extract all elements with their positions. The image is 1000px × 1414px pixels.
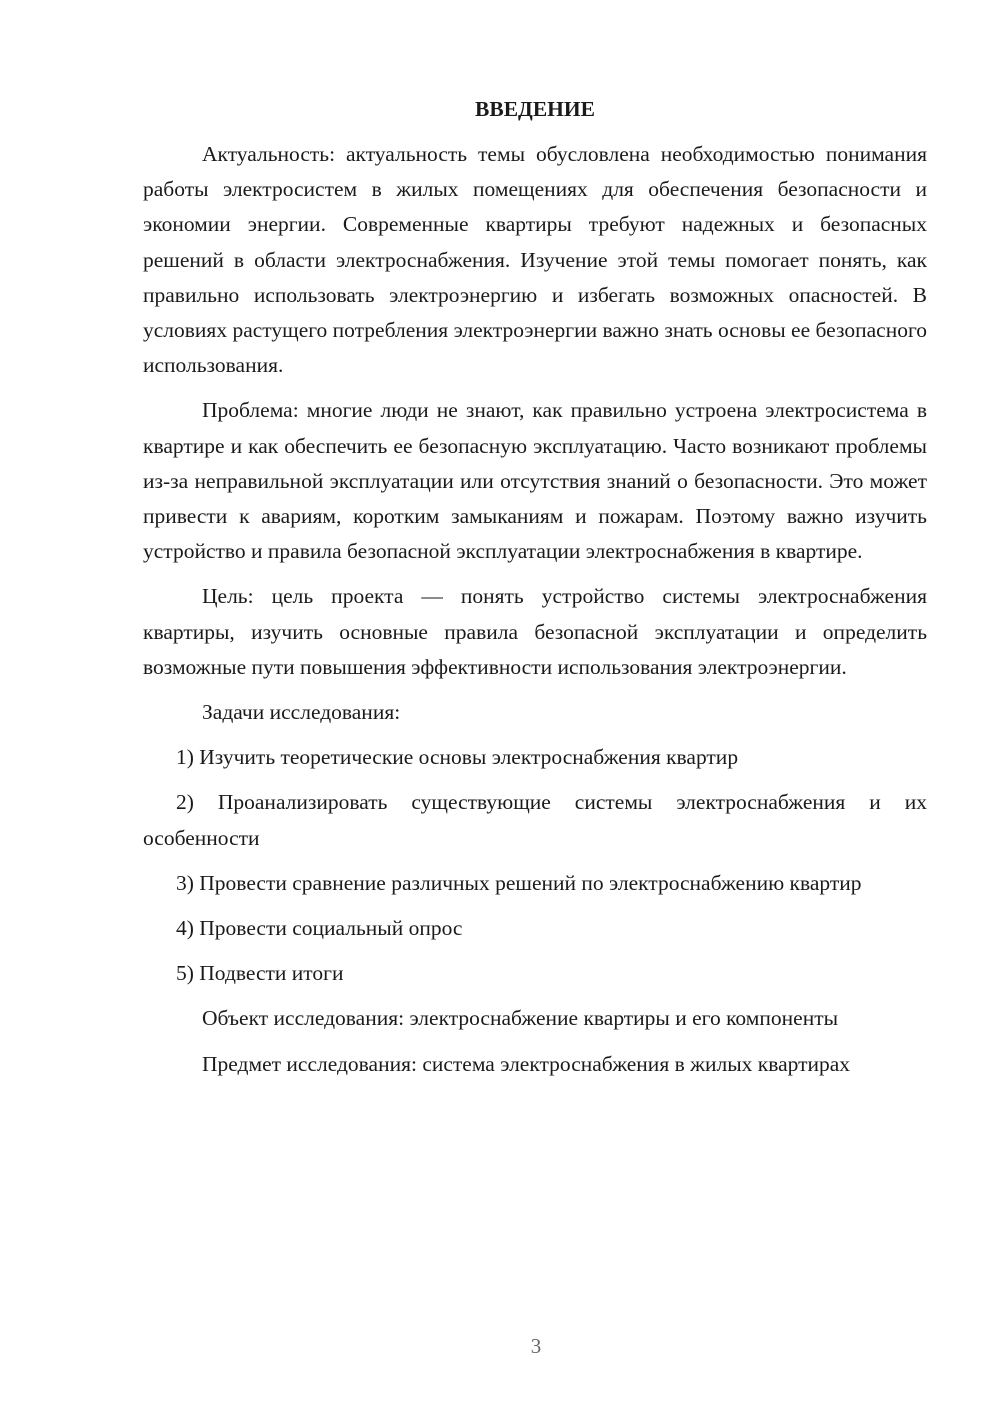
object-paragraph: Объект исследования: электроснабжение квартиры и его компоненты <box>202 1006 839 1031</box>
task-item-4: 4) Провести социальный опрос <box>176 916 463 941</box>
problem-paragraph: Проблема: многие люди не знают, как правильно устроена электросистема в квартире и как обеспечить ее безопасную эксплуатацию. Часто возникают проблемы из-за неправильной эксплуатации или отсутствия знаний о безопасности. Это может привести к авариям, коротким замыканиям и пожарам. Поэтому важно изучить устройство и правила безопасной эксплуатации электроснабжения в квартире. <box>143 398 927 564</box>
subject-paragraph: Предмет исследования: система электроснабжения в жилых квартирах <box>202 1051 851 1076</box>
relevance-paragraph: Актуальность: актуальность темы обусловлена необходимостью понимания работы электросистем в жилых помещениях для обеспечения безопасности и экономии энергии. Современные квартиры требуют надежных и безопасных решений в области электроснабжения. Изучение этой темы помогает понять, как правильно использовать электроэнергию и избегать возможных опасностей. В условиях растущего потребления электроэнергии важно знать основы ее безопасного использования. <box>143 142 927 378</box>
tasks-heading: Задачи исследования: <box>202 700 401 725</box>
task-item-3: 3) Провести сравнение различных решений по электроснабжению квартир <box>176 870 862 895</box>
page-content <box>143 92 927 1092</box>
page-number: 3 <box>530 1334 542 1358</box>
task-item-2: 2) Проанализировать существующие системы электроснабжения и их особенности <box>143 790 927 850</box>
goal-paragraph: Цель: цель проекта — понять устройство системы электроснабжения квартиры, изучить основные правила безопасной эксплуатации и определить возможные пути повышения эффективности использования электроэнергии. <box>143 584 927 679</box>
section-title: ВВЕДЕНИЕ <box>475 97 595 121</box>
task-item-5: 5) Подвести итоги <box>176 961 344 986</box>
task-item-1: 1) Изучить теоретические основы электроснабжения квартир <box>176 745 739 770</box>
